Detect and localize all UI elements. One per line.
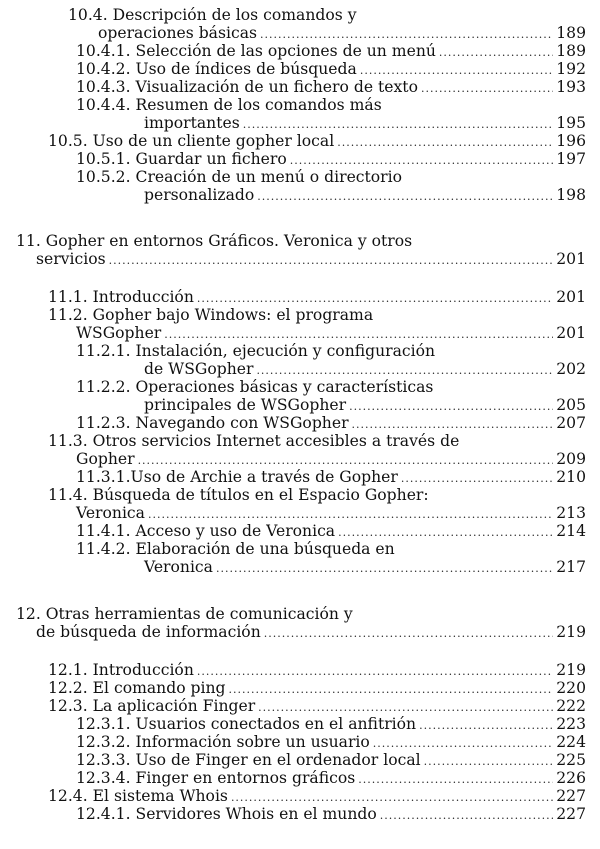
toc-entry-title: 11.2.3. Navegando con WSGopher (76, 414, 349, 432)
toc-entry-title: Gopher (76, 450, 135, 468)
page-number: 196 (556, 132, 586, 150)
page-number: 210 (556, 468, 586, 486)
toc-entry-title: 11.4.2. Elaboración de una búsqueda en (76, 540, 395, 558)
toc-entry-title: 10.4.4. Resumen de los comandos más (76, 96, 382, 114)
page-number: 222 (556, 697, 586, 715)
toc-entry (76, 324, 586, 344)
toc-entry (76, 78, 586, 98)
toc-entry (144, 396, 586, 416)
toc-entry (76, 522, 586, 542)
toc-entry-title: 10.5.2. Creación de un menú o directorio (76, 168, 403, 186)
toc-entry (68, 6, 357, 24)
page-number: 201 (556, 288, 586, 306)
toc-entry-title: 12.3. La aplicación Finger (48, 697, 256, 715)
page-number: 227 (556, 805, 586, 823)
toc-entry-title: 12.3.3. Uso de Finger en el ordenador local (76, 751, 421, 769)
toc-entry-title: 11.3.1.Uso de Archie a través de Gopher (76, 468, 398, 486)
toc-entry-title: 10.4. Descripción de los comandos y (68, 6, 357, 24)
toc-entry-title: personalizado (144, 186, 255, 204)
page-number: 201 (556, 324, 586, 342)
toc-entry (144, 186, 586, 206)
toc-entry (76, 150, 586, 170)
toc-entry-title: 11.2.2. Operaciones básicas y características (76, 378, 434, 396)
toc-entry (76, 715, 586, 735)
page-number: 217 (556, 558, 586, 576)
page-number: 219 (556, 661, 586, 679)
dot-leader (109, 252, 554, 270)
page-number: 219 (556, 623, 586, 641)
page-number: 201 (556, 250, 586, 268)
toc-entry (36, 623, 586, 643)
toc-entry-title: principales de WSGopher (144, 396, 347, 414)
toc-entry (76, 42, 586, 62)
toc-entry (76, 769, 586, 789)
toc-entry-title: de WSGopher (144, 360, 254, 378)
page-number: 209 (556, 450, 586, 468)
dot-leader (421, 80, 553, 98)
page-number: 189 (556, 42, 586, 60)
toc-entry-title: 11.2. Gopher bajo Windows: el programa (48, 306, 374, 324)
page-number: 213 (556, 504, 586, 522)
toc-entry (48, 679, 586, 699)
toc-entry (76, 468, 586, 488)
toc-entry (76, 805, 586, 825)
page-number: 202 (556, 360, 586, 378)
toc-entry (76, 450, 586, 470)
toc-entry (16, 232, 412, 250)
toc-entry-title: operaciones básicas (98, 24, 257, 42)
toc-entry (48, 288, 586, 308)
page-number: 226 (556, 769, 586, 787)
toc-entry (36, 250, 586, 270)
dot-leader (257, 188, 553, 206)
toc-entry-title: Veronica (144, 558, 213, 576)
dot-leader (216, 560, 553, 578)
toc-entry-title: 10.4.1. Selección de las opciones de un menú (76, 42, 436, 60)
page-number: 227 (556, 787, 586, 805)
toc-entry-title: 11.2.1. Instalación, ejecución y configuración (76, 342, 436, 360)
toc-entry (48, 486, 429, 504)
toc-entry-title: servicios (36, 250, 106, 268)
page-number: 214 (556, 522, 586, 540)
toc-entry (76, 96, 382, 114)
toc-entry-title: 12. Otras herramientas de comunicación y (16, 605, 353, 623)
toc-entry (76, 540, 395, 558)
toc-entry (16, 605, 353, 623)
page-number: 223 (556, 715, 586, 733)
toc-entry-title: 10.4.3. Visualización de un fichero de texto (76, 78, 418, 96)
toc-entry-title: 11. Gopher en entornos Gráficos. Veronica y otros (16, 232, 413, 250)
page-number: 195 (556, 114, 586, 132)
toc-entry-title: 10.5. Uso de un cliente gopher local (48, 132, 335, 150)
dot-leader (380, 807, 553, 825)
toc-entry (144, 558, 586, 578)
toc-entry-title: de búsqueda de información (36, 623, 261, 641)
page-number: 225 (556, 751, 586, 769)
toc-entry-title: WSGopher (76, 324, 162, 342)
toc-entry-title: 12.3.1. Usuarios conectados en el anfitrión (76, 715, 417, 733)
page-number: 205 (556, 396, 586, 414)
toc-entry-title: 11.3. Otros servicios Internet accesibles a través de (48, 432, 460, 450)
toc-entry (144, 360, 586, 380)
toc-entry-title: 10.5.1. Guardar un fichero (76, 150, 287, 168)
toc-entry (76, 378, 433, 396)
toc-entry (76, 342, 435, 360)
toc-entry (48, 306, 373, 324)
toc-entry-title: 12.3.4. Finger en entornos gráficos (76, 769, 356, 787)
toc-entry (48, 661, 586, 681)
dot-leader (264, 625, 554, 643)
toc-entry-title: importantes (144, 114, 240, 132)
toc-entry-title: 10.4.2. Uso de índices de búsqueda (76, 60, 357, 78)
page-number: 192 (556, 60, 586, 78)
toc-entry-title: 12.2. El comando ping (48, 679, 226, 697)
toc-entry-title: Veronica (76, 504, 145, 522)
toc-entry (76, 60, 586, 80)
toc-entry-title: 12.4. El sistema Whois (48, 787, 228, 805)
toc-entry (76, 504, 586, 524)
toc-entry (76, 751, 586, 771)
page-number: 207 (556, 414, 586, 432)
toc-entry (98, 24, 586, 44)
toc-entry (76, 733, 586, 753)
toc-entry-title: 11.1. Introducción (48, 288, 194, 306)
toc-entry (144, 114, 586, 134)
page-number: 198 (556, 186, 586, 204)
toc-entry-title: 12.4.1. Servidores Whois en el mundo (76, 805, 377, 823)
toc-entry (48, 787, 586, 807)
toc-entry (76, 414, 586, 434)
toc-entry (76, 168, 402, 186)
page-number: 224 (556, 733, 586, 751)
toc-entry (48, 697, 586, 717)
page-number: 189 (556, 24, 586, 42)
page-number: 193 (556, 78, 586, 96)
toc-entry-title: 12.1. Introducción (48, 661, 194, 679)
toc-entry-title: 11.4. Búsqueda de títulos en el Espacio Gopher: (48, 486, 429, 504)
page-number: 220 (556, 679, 586, 697)
toc-entry (48, 132, 586, 152)
toc-entry (48, 432, 459, 450)
toc-entry-title: 12.3.2. Información sobre un usuario (76, 733, 370, 751)
toc-entry-title: 11.4.1. Acceso y uso de Veronica (76, 522, 336, 540)
page-number: 197 (556, 150, 586, 168)
